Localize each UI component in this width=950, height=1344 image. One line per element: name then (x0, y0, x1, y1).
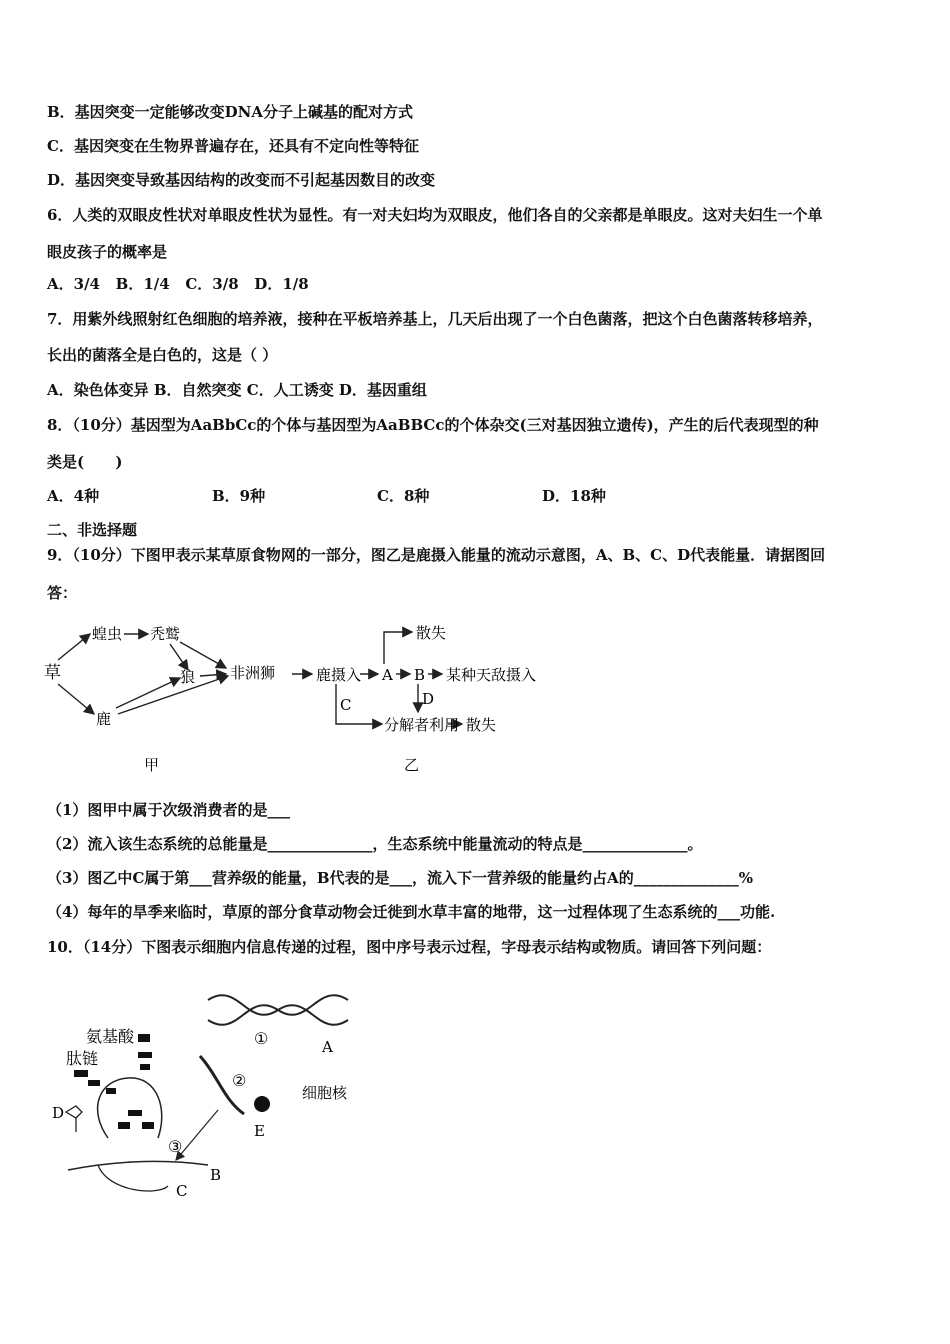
label-a: A (322, 1038, 333, 1056)
energy-flow-figure (290, 612, 540, 782)
q6-stem-line1: 6．人类的双眼皮性状对单眼皮性状为显性。有一对夫妇均为双眼皮，他们各自的父亲都是单眼皮。这对夫妇生一个单 (47, 206, 823, 224)
q9-sub1: （1）图甲中属于次级消费者的是___ (47, 801, 290, 819)
q9-sub3: （3）图乙中C属于第___营养级的能量，B代表的是___，流入下一营养级的能量约占A的______________% (47, 869, 753, 887)
food-web-figure (40, 612, 280, 782)
edge-grass-deer (58, 684, 94, 714)
q9-sub2: （2）流入该生态系统的总能量是______________，生态系统中能量流动的特点是______________。 (47, 835, 703, 853)
edge-vulture-wolf (170, 644, 188, 670)
edge-grass-locust (58, 634, 90, 660)
caption-jia: 甲 (144, 756, 160, 774)
q9-stem-line2: 答： (47, 584, 78, 602)
arrow-a-dissipate (384, 632, 412, 664)
trna-d (66, 1106, 82, 1132)
q9-stem-line1: 9．（10分）下图甲表示某草原食物网的一部分，图乙是鹿摄入能量的流动示意图，A、B、C、D代表能量．请据图回 (47, 546, 826, 564)
q8-option-a: A．4种 (47, 487, 100, 505)
node-b: B (414, 666, 426, 684)
q8-option-d: D．18种 (542, 487, 606, 505)
q7-stem-line1: 7．用紫外线照射红色细胞的培养液，接种在平板培养基上，几天后出现了一个白色菌落，把这个白色菌落转移培养， (47, 310, 823, 328)
q8-stem-line1: 8．（10分）基因型为AaBbCc的个体与基因型为AaBBCc的个体杂交(三对基因独立遗传)，产生的后代表现型的种 (47, 416, 819, 434)
node-deer-intake: 鹿摄入 (316, 666, 362, 684)
edge-vulture-lion (180, 642, 226, 668)
gene-expression-figure (48, 960, 368, 1210)
caption-yi: 乙 (404, 756, 420, 774)
label-d: D (52, 1104, 65, 1122)
label-peptide: 肽链 (66, 1049, 99, 1068)
label-nucleus: 细胞核 (302, 1084, 348, 1102)
q8-option-c: C．8种 (377, 487, 430, 505)
node-wolf: 狼 (180, 668, 196, 686)
label-e: E (254, 1122, 265, 1140)
q7-options: A．染色体变异 B．自然突变 C．人工诱变 D．基因重组 (47, 381, 427, 399)
q5-option-c: C．基因突变在生物界普遍存在，还具有不定向性等特征 (47, 137, 419, 155)
label-d: D (422, 690, 435, 708)
node-locust: 蝗虫 (92, 625, 123, 643)
membrane-b (68, 1161, 208, 1170)
node-lion: 非洲狮 (230, 664, 276, 682)
q5-option-d: D．基因突变导致基因结构的改变而不引起基因数目的改变 (47, 171, 436, 189)
node-grass: 草 (44, 663, 61, 683)
q6-stem-line2: 眼皮孩子的概率是 (47, 243, 168, 261)
q8-option-b: B．9种 (212, 487, 266, 505)
q5-option-b: B．基因突变一定能够改变DNA分子上碱基的配对方式 (47, 103, 414, 121)
structure-c (98, 1165, 168, 1191)
label-amino-acid: 氨基酸 (86, 1027, 135, 1046)
node-decomposer: 分解者利用 (384, 716, 460, 734)
q7-stem-line2: 长出的菌落全是白色的，这是（ ） (47, 346, 278, 364)
dna-strand-2 (208, 995, 348, 1025)
label-step3: ③ (168, 1137, 183, 1156)
node-vulture: 秃鹫 (150, 625, 181, 643)
label-c: C (340, 696, 352, 714)
q6-options: A．3/4 B．1/4 C．3/8 D．1/8 (47, 275, 309, 293)
label-b: B (210, 1166, 222, 1184)
q8-stem-line2: 类是( ) (47, 453, 123, 471)
enzyme-e (254, 1096, 270, 1112)
label-step1: ① (254, 1029, 269, 1048)
node-enemy-intake: 某种天敌摄入 (446, 666, 537, 684)
node-a: A (382, 666, 393, 684)
q10-stem: 10．（14分）下图表示细胞内信息传递的过程，图中序号表示过程，字母表示结构或物质。请回答下列问题： (47, 938, 772, 956)
section-heading: 二、非选择题 (47, 521, 138, 539)
node-dissipate-bottom: 散失 (466, 716, 497, 734)
node-deer: 鹿 (96, 710, 112, 728)
arrow-mrna-out (176, 1110, 218, 1160)
trna-blocks (118, 1110, 154, 1129)
edge-wolf-lion (200, 674, 226, 676)
label-step2: ② (232, 1071, 247, 1090)
label-c: C (176, 1182, 188, 1200)
q9-sub4: （4）每年的旱季来临时，草原的部分食草动物会迁徙到水草丰富的地带，这一过程体现了生态系统的___功能. (47, 903, 776, 921)
node-dissipate-top: 散失 (416, 624, 447, 642)
